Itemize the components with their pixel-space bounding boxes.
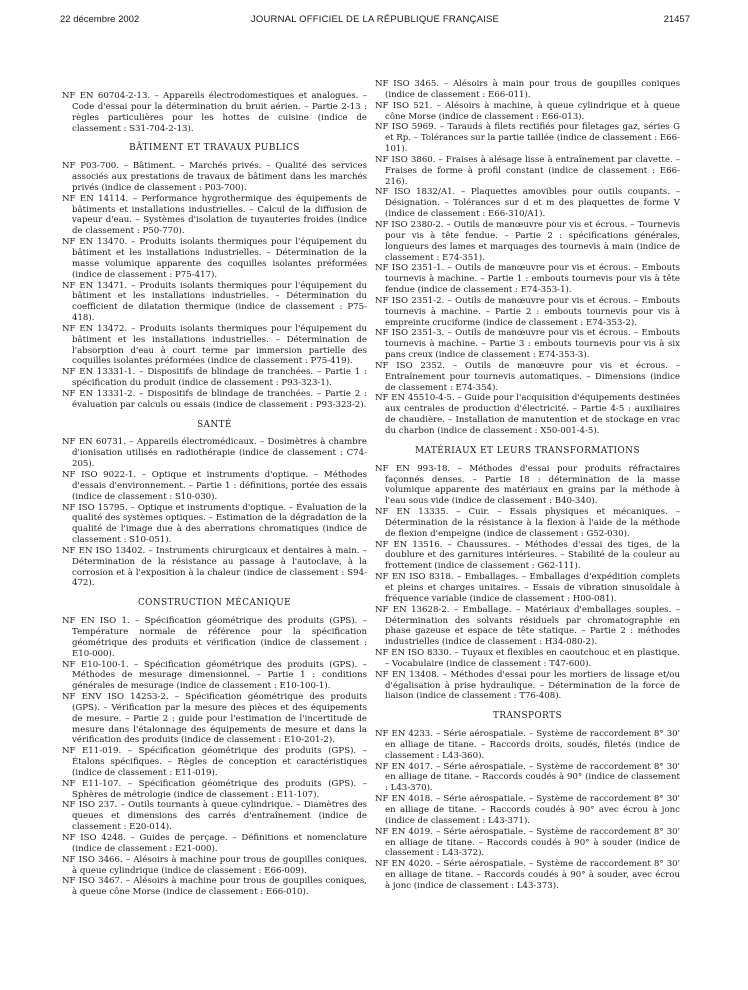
standard-description: – Outils de manœuvre pour vis et écrous. – Embouts tournevis à machine. – Partie 3 : embouts tournevis pour vis à six pans creux (indice de classement : E74-353-3). [385, 328, 680, 361]
standard-reference: NF ISO 521. [375, 100, 437, 111]
standard-description: – Guide pour l'acquisition d'équipements destinées aux centrales de production d'électricité. – Partie 4-5 : auxiliaires de chaudière. – Installation de manutention et de stockage en vrac du charbon (indice de classement : X50-001-4-5). [385, 393, 680, 436]
standard-description: – Outils de manœuvre pour vis et écrous. – Entraînement pour tournevis automatiques. – Dimensions (indice de classement : E74-354). [385, 360, 680, 393]
standard-description: – Alésoirs à main pour trous de goupilles coniques (indice de classement : E66-011). [385, 79, 681, 100]
standard-entry [375, 507, 680, 540]
standard-reference: NF EN 4018. [375, 794, 437, 805]
standard-reference: NF EN 60704-2-13. [62, 91, 155, 101]
standard-description: – Dispositifs de blindage de tranchées. – Partie 2 : évaluation par calculs ou essais (indice de classement : P93-323-2). [72, 388, 367, 410]
standard-description: – Série aérospatiale. – Système de raccordement 8° 30' en alliage de titane. – Raccords coudés à 90° avec écrou à jonc (indice de classement : L43-371). [385, 794, 680, 826]
standard-reference: NF EN ISO 13402. [62, 545, 149, 556]
standard-reference: NF ISO 2351-1. [375, 263, 448, 274]
section-heading: MATÉRIAUX ET LEURS TRANSFORMATIONS [415, 445, 640, 456]
standard-description: – Optique et instruments d'optique. – Évaluation de la qualité des systèmes optiques. – Estimation de la dégradation de la qualité de l'image due à des aberrations chromatiques (indice de classement : S10-051). [72, 502, 367, 546]
standard-reference: NF EN 13471. [62, 280, 132, 291]
standard-entry [62, 503, 367, 546]
right-column [375, 79, 680, 892]
standard-entry [375, 827, 680, 860]
standard-entry [375, 648, 680, 670]
standard-reference: NF EN 993-18. [375, 463, 458, 474]
standard-description: – Spécification géométrique des produits (GPS). – Étalons spécifiques. – Règles de conception et caractéristiques (indice de classement : E11-019). [72, 746, 367, 778]
standard-entry [62, 746, 367, 779]
standard-reference: NF EN 4017. [375, 761, 437, 772]
standard-entry [62, 389, 367, 411]
standard-reference: NF ISO 2351-2. [375, 295, 448, 306]
standard-reference: NF EN 13472. [62, 323, 132, 334]
standard-entry [62, 367, 367, 389]
standard-entry [62, 855, 367, 877]
standard-description: – Emballage. – Matériaux d'emballages souples. – Détermination des solvants résiduels par chromatographie en phase gazeuse et espace de tête statique. – Partie 2 : méthodes industrielles (indice de classement : H34-080-2). [385, 604, 680, 648]
standard-reference: NF ENV ISO 14253-2. [62, 692, 175, 703]
standard-description: – Cuir. – Essais physiques et mécaniques. – Détermination de la résistance à la flexion à l'aide de la méthode de flexion d'empeigne (indice de classement : G52-030). [385, 507, 680, 539]
standard-reference: NF EN 4020. [375, 859, 437, 870]
standard-description: – Produits isolants thermiques pour l'équipement du bâtiment et les installations industrielles. – Détermination de la masse volumique apparente des coquilles isolantes préformées (indice de classement : P75-417). [72, 237, 367, 280]
standard-reference: NF EN 45510-4-5. [375, 393, 458, 404]
standard-description: – Produits isolants thermiques pour l'équipement du bâtiment et les installations industrielles. – Détermination de l'absorption d'eau à court terme par immersion partielle des coquilles isolantes préformées (indice de classement : P75-419). [72, 323, 367, 367]
standard-reference: NF EN 13331-2. [62, 388, 140, 399]
standard-entry [62, 692, 367, 746]
standard-reference: NF EN 13335. [375, 507, 457, 518]
standard-entry [375, 155, 680, 188]
header-journal-title: JOURNAL OFFICIEL DE LA RÉPUBLIQUE FRANÇAISE [250, 14, 500, 25]
standard-description: – Optique et instruments d'optique. – Méthodes d'essais d'environnement. – Partie 1 : définitions, portée des essais (indice de classement : S10-030). [72, 470, 367, 502]
standard-reference: NF EN 14114. [62, 193, 133, 204]
standard-entry [62, 324, 367, 367]
standard-description: – Spécification géométrique des produits (GPS). – Méthodes de mesurage dimensionnel. – Partie 1 : conditions générales de mesurage (indice de classement : E10-100-1). [72, 659, 367, 692]
standard-description: – Alésoirs à machine, à queue cylindrique et à queue cône Morse (indice de classement : E66-013). [385, 100, 680, 122]
standard-entry [375, 540, 680, 573]
standard-description: – Performance hygrothermique des équipements de bâtiments et installations industrielles. – Calcul de la diffusion de vapeur d'eau. – Systèmes d'isolation de tuyauteries froides (indice de classement : P50-770). [72, 193, 368, 237]
standard-description: – Méthodes d'essai pour produits réfractaires façonnés denses. – Partie 18 : détermination de la masse volumique apparente des matériaux en grains par la méthode à l'eau sous vide (indice de classement : B40-340). [385, 463, 680, 507]
standard-description: – Tarauds à filets rectifiés pour filetages gaz, séries G et Rp. – Tolérances sur la partie taillée (indice de classement : E66-101). [385, 122, 681, 155]
standard-entry [62, 779, 367, 801]
standard-reference: NF EN 13408. [375, 669, 443, 680]
standard-entry [62, 237, 367, 280]
standard-description: – Série aérospatiale. – Système de raccordement 8° 30' en alliage de titane. – Raccords coudés à 90° à souder, avec écrou à jonc (indice de classement : L43-373). [385, 859, 680, 891]
header-page-number: 21457 [663, 14, 690, 25]
standard-entry [62, 161, 367, 194]
standard-description: – Instruments chirurgicaux et dentaires à main. – Détermination de la résistance au passage à l'autoclave, à la corrosion et à l'exposition à la chaleur (indice de classement : S94-472). [72, 545, 368, 589]
section-heading: CONSTRUCTION MÉCANIQUE [137, 598, 292, 609]
standard-reference: NF E10-100-1. [62, 659, 135, 670]
standard-reference: NF EN 4019. [375, 826, 437, 837]
standard-entry [375, 794, 680, 827]
standard-description: – Série aérospatiale. – Système de raccordement 8° 30' en alliage de titane. – Raccords coudés à 90° à souder (indice de classement : L43-372). [385, 826, 680, 859]
standard-entry [375, 729, 680, 762]
standard-description: – Série aérospatiale. – Système de raccordement 8° 30' en alliage de titane. – Raccords droits, soudés, filetés (indice de classement : L43-360). [385, 729, 680, 761]
section-heading: TRANSPORTS [492, 711, 563, 722]
standard-entry [62, 833, 367, 855]
standard-entry [62, 660, 367, 693]
standard-reference: NF EN 13516. [375, 539, 448, 550]
standard-entry [62, 194, 367, 237]
standard-reference: NF ISO 3466. [62, 854, 126, 865]
standard-description: – Alésoirs à machine pour trous de goupilles coniques, à queue cône Morse (indice de classement : E66-010). [72, 876, 368, 898]
standard-entry [62, 437, 367, 470]
standard-description: – Outils de manœuvre pour vis et écrous. – Tournevis pour vis à tête fendue. – Partie 2 : spécifications générales, longueurs des lames et marquages des tournevis à main (indice de classement : E74-351). [385, 219, 680, 263]
standard-reference: NF ISO 3465. [375, 79, 444, 89]
standard-description: – Méthodes d'essai pour les mortiers de lissage et/ou d'égalisation à prise hydraulique. – Détermination de la force de liaison (indice de classement : T76-408). [385, 669, 680, 702]
standard-entry [375, 859, 680, 892]
standard-reference: NF ISO 2351-3. [375, 328, 448, 339]
standard-description: – Série aérospatiale. – Système de raccordement 8° 30' en alliage de titane. – Raccords coudés à 90° (indice de classement : L43-370). [385, 761, 680, 794]
standard-entry [62, 91, 367, 134]
standard-description: – Chaussures. – Méthodes d'essai des tiges, de la doublure et des garnitures intérieures. – Stabilité de la couleur au frottement (indice de classement : G62-111). [385, 539, 681, 572]
standard-description: – Spécification géométrique des produits (GPS). – Vérification par la mesure des pièces et des équipements de mesure. – Partie 2 : guide pour l'estimation de l'incertitude de mesure dans l'étalonnage des équipements de mesure et dans la vérification des produits (indice de classement : E10-201-2). [72, 692, 367, 746]
standard-description: – Appareils électrodomestiques et analogues. – Code d'essai pour la détermination du bruit aérien. – Partie 2-13 : règles particulières pour les hottes de cuisine (indice de classement : S31-704-2-13). [72, 91, 367, 134]
standard-entry [375, 670, 680, 703]
standard-entry [62, 281, 367, 324]
standard-description: – Tuyaux et flexibles en caoutchouc et en plastique. – Vocabulaire (indice de classement : T47-600). [385, 648, 680, 669]
standard-reference: NF EN ISO 8318. [375, 572, 458, 583]
standard-entry [375, 361, 680, 394]
standard-description: – Alésoirs à machine pour trous de goupilles coniques, à queue cylindrique (indice de classement : E66-009). [72, 854, 368, 876]
left-column [62, 91, 367, 898]
standard-entry [375, 393, 680, 436]
standard-description: – Guides de perçage. – Définitions et nomenclature (indice de classement : E21-000). [72, 833, 367, 854]
standard-reference: NF ISO 2380-2. [375, 219, 447, 230]
standard-description: – Outils tournants à queue cylindrique. – Diamètres des queues et dimensions des carrés d'entraînement (indice de classement : E20-014). [72, 800, 368, 833]
standard-description: – Emballages. – Emballages d'expédition complets et pleins et charges unitaires. – Essais de vibration sinusoïdale à fréquence variable (indice de classement : H00-081). [385, 572, 680, 604]
standard-description: – Spécification géométrique des produits (GPS). – Sphères de métrologie (indice de classement : E11-107). [72, 778, 367, 800]
standard-reference: NF EN ISO 8330. [375, 648, 455, 659]
section-heading: SANTÉ [197, 419, 232, 430]
standard-entry [62, 876, 367, 898]
standard-entry [375, 263, 680, 296]
standard-entry [375, 101, 680, 123]
standard-entry [375, 122, 680, 155]
standard-description: – Outils de manœuvre pour vis et écrous. – Embouts tournevis à machine. – Partie 2 : embouts tournevis pour vis à empreinte cruciforme (indice de classement : E74-353-2). [385, 295, 680, 328]
standard-reference: NF E11-107. [62, 778, 128, 789]
standard-reference: NF ISO 2352. [375, 360, 453, 371]
standard-entry [62, 470, 367, 503]
standard-reference: NF ISO 15795. [62, 502, 131, 513]
standard-entry [375, 296, 680, 329]
standard-entry [375, 605, 680, 648]
standard-entry [375, 464, 680, 507]
standard-entry [375, 328, 680, 361]
standard-description: – Outils de manœuvre pour vis et écrous. – Embouts tournevis à machine. – Partie 1 : embouts tournevis pour vis à tête fendue (indice de classement : E74-353-1). [385, 263, 680, 296]
standard-reference: NF ISO 3467. [62, 876, 126, 887]
standard-reference: NF EN 13470. [62, 237, 132, 248]
standard-entry [375, 187, 680, 220]
standard-entry [375, 572, 680, 605]
page-header [60, 14, 690, 28]
standard-reference: NF ISO 3860. [375, 154, 439, 165]
standard-description: – Dispositifs de blindage de tranchées. – Partie 1 : spécification du produit (indice de classement : P93-323-1). [72, 367, 367, 389]
standard-reference: NF ISO 237. [62, 800, 121, 811]
standard-reference: NF P03-700. [62, 161, 124, 172]
standard-entry [375, 762, 680, 795]
standard-description: – Appareils électromédicaux. – Dosimètres à chambre d'ionisation utilisés en radiothérapie (indice de classement : C74-205). [72, 437, 367, 470]
standard-reference: NF ISO 5969. [375, 122, 440, 133]
section-heading: BÂTIMENT ET TRAVAUX PUBLICS [129, 143, 300, 154]
header-date: 22 décembre 2002 [60, 14, 140, 25]
standard-entry [62, 616, 367, 659]
standard-entry [375, 220, 680, 263]
standard-description: – Produits isolants thermiques pour l'équipement du bâtiment et les installations industrielles. – Détermination du coefficient de dilatation thermique (indice de classement : P75-418). [72, 280, 367, 324]
standard-description: – Fraises à alésage lisse à entraînement par clavette. – Fraises de forme à profil constant (indice de classement : E66-216). [385, 154, 680, 187]
standard-description: – Bâtiment. – Marchés privés. – Qualité des services associés aux prestations de travaux de bâtiment dans les marchés privés (indice de classement : P03-700). [72, 161, 367, 193]
standard-entry [375, 79, 680, 101]
standard-reference: NF ISO 4248. [62, 833, 131, 843]
standard-reference: NF EN 13628-2. [375, 604, 454, 615]
standard-reference: NF EN 13331-1. [62, 367, 140, 378]
standard-reference: NF ISO 9022-1. [62, 470, 142, 480]
standard-reference: NF E11-019. [62, 746, 128, 757]
standard-reference: NF EN ISO 1. [62, 616, 136, 627]
standard-description: – Spécification géométrique des produits (GPS). – Température normale de référence pour la spécification géométrique des produits et vérification (indice de classement : E10-000). [72, 616, 367, 659]
standard-entry [62, 546, 367, 589]
standard-reference: NF EN 4233. [375, 729, 437, 740]
standard-description: – Plaquettes amovibles pour outils coupants. – Désignation. – Tolérances sur d et m des plaquettes de forme V (indice de classement : E66-310/A1). [385, 187, 680, 220]
standard-entry [62, 800, 367, 833]
standard-reference: NF EN 60731. [62, 437, 130, 448]
standard-reference: NF ISO 1832/A1. [375, 187, 461, 198]
